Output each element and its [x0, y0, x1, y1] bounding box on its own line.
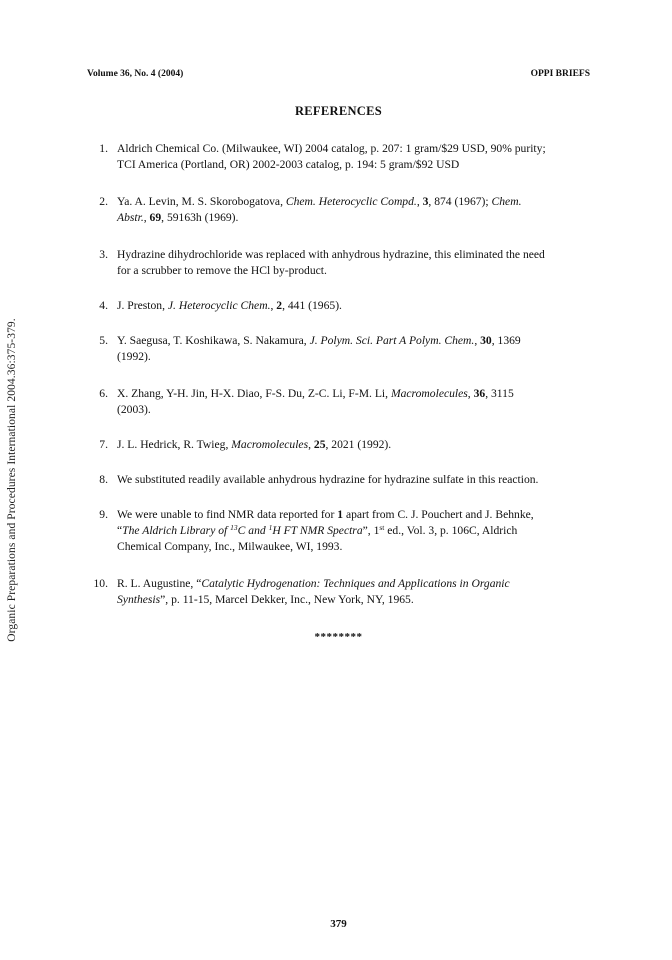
reference-item-9 — [87, 507, 597, 555]
reference-text: Y. Saegusa, T. Koshikawa, S. Nakamura, J. Polym. Sci. Part A Polym. Chem., 30, 1369 (1992). — [117, 334, 521, 363]
header-volume: Volume 36, No. 4 (2004) — [87, 69, 184, 79]
side-citation-text: Organic Preparations and Procedures International 2004.36:375-379. — [6, 318, 19, 642]
side-citation-note — [4, 295, 20, 665]
header-section: OPPI BRIEFS — [530, 69, 590, 79]
reference-item-2 — [87, 194, 597, 226]
reference-item-4 — [87, 298, 597, 314]
reference-number: 4. — [99, 299, 108, 312]
reference-item-8 — [87, 472, 597, 488]
reference-item-7 — [87, 437, 597, 453]
reference-text: R. L. Augustine, “Catalytic Hydrogenation: Techniques and Applications in Organic Synthesis”, p. 11-15, Marcel Dekker, Inc., New York, NY, 1965. — [117, 577, 510, 606]
reference-item-6 — [87, 386, 597, 418]
reference-number: 9. — [99, 508, 108, 521]
reference-text: Ya. A. Levin, M. S. Skorobogatova, Chem. Heterocyclic Compd., 3, 874 (1967); Chem. Abstr., 69, 59163h (1969). — [117, 195, 522, 224]
end-of-article-mark: ******** — [314, 631, 363, 643]
reference-item-1 — [87, 141, 597, 173]
running-header — [87, 69, 590, 79]
reference-item-3 — [87, 247, 597, 279]
reference-number: 6. — [99, 387, 108, 400]
reference-text: We were unable to find NMR data reported for 1 apart from C. J. Pouchert and J. Behnke, “The Aldrich Library of $^{13}$C and $^1$H FT NMR Spectra”, 1st ed., Vol. 3, p. 106C, Aldrich Chemical Company, Inc., Milwaukee, WI, 1993. — [117, 508, 534, 553]
page-number: 379 — [330, 918, 347, 930]
reference-number: 5. — [99, 334, 108, 347]
reference-item-5 — [87, 333, 597, 365]
reference-text: We substituted readily available anhydrous hydrazine for hydrazine sulfate in this reaction. — [117, 473, 539, 486]
reference-number: 2. — [99, 195, 108, 208]
reference-item-10 — [87, 576, 597, 608]
reference-text: J. L. Hedrick, R. Twieg, Macromolecules, 25, 2021 (1992). — [117, 438, 392, 451]
references-heading: REFERENCES — [294, 104, 383, 118]
reference-list — [87, 141, 597, 608]
reference-text: Aldrich Chemical Co. (Milwaukee, WI) 2004 catalog, p. 207: 1 gram/$29 USD, 90% purity; TCI America (Portland, OR) 2002-2003 catalog, p. 194: 5 gram/$92 USD — [117, 142, 546, 171]
reference-number: 8. — [99, 473, 108, 486]
reference-number: 1. — [99, 142, 108, 155]
reference-number: 3. — [99, 248, 108, 261]
reference-number: 7. — [99, 438, 108, 451]
reference-text: J. Preston, J. Heterocyclic Chem., 2, 441 (1965). — [117, 299, 342, 312]
reference-text: Hydrazine dihydrochloride was replaced with anhydrous hydrazine, this eliminated the need for a scrubber to remove the HCl by-product. — [117, 248, 545, 277]
reference-number: 10. — [93, 577, 108, 590]
reference-text: X. Zhang, Y-H. Jin, H-X. Diao, F-S. Du, Z-C. Li, F-M. Li, Macromolecules, 36, 3115 (2003). — [117, 387, 514, 416]
